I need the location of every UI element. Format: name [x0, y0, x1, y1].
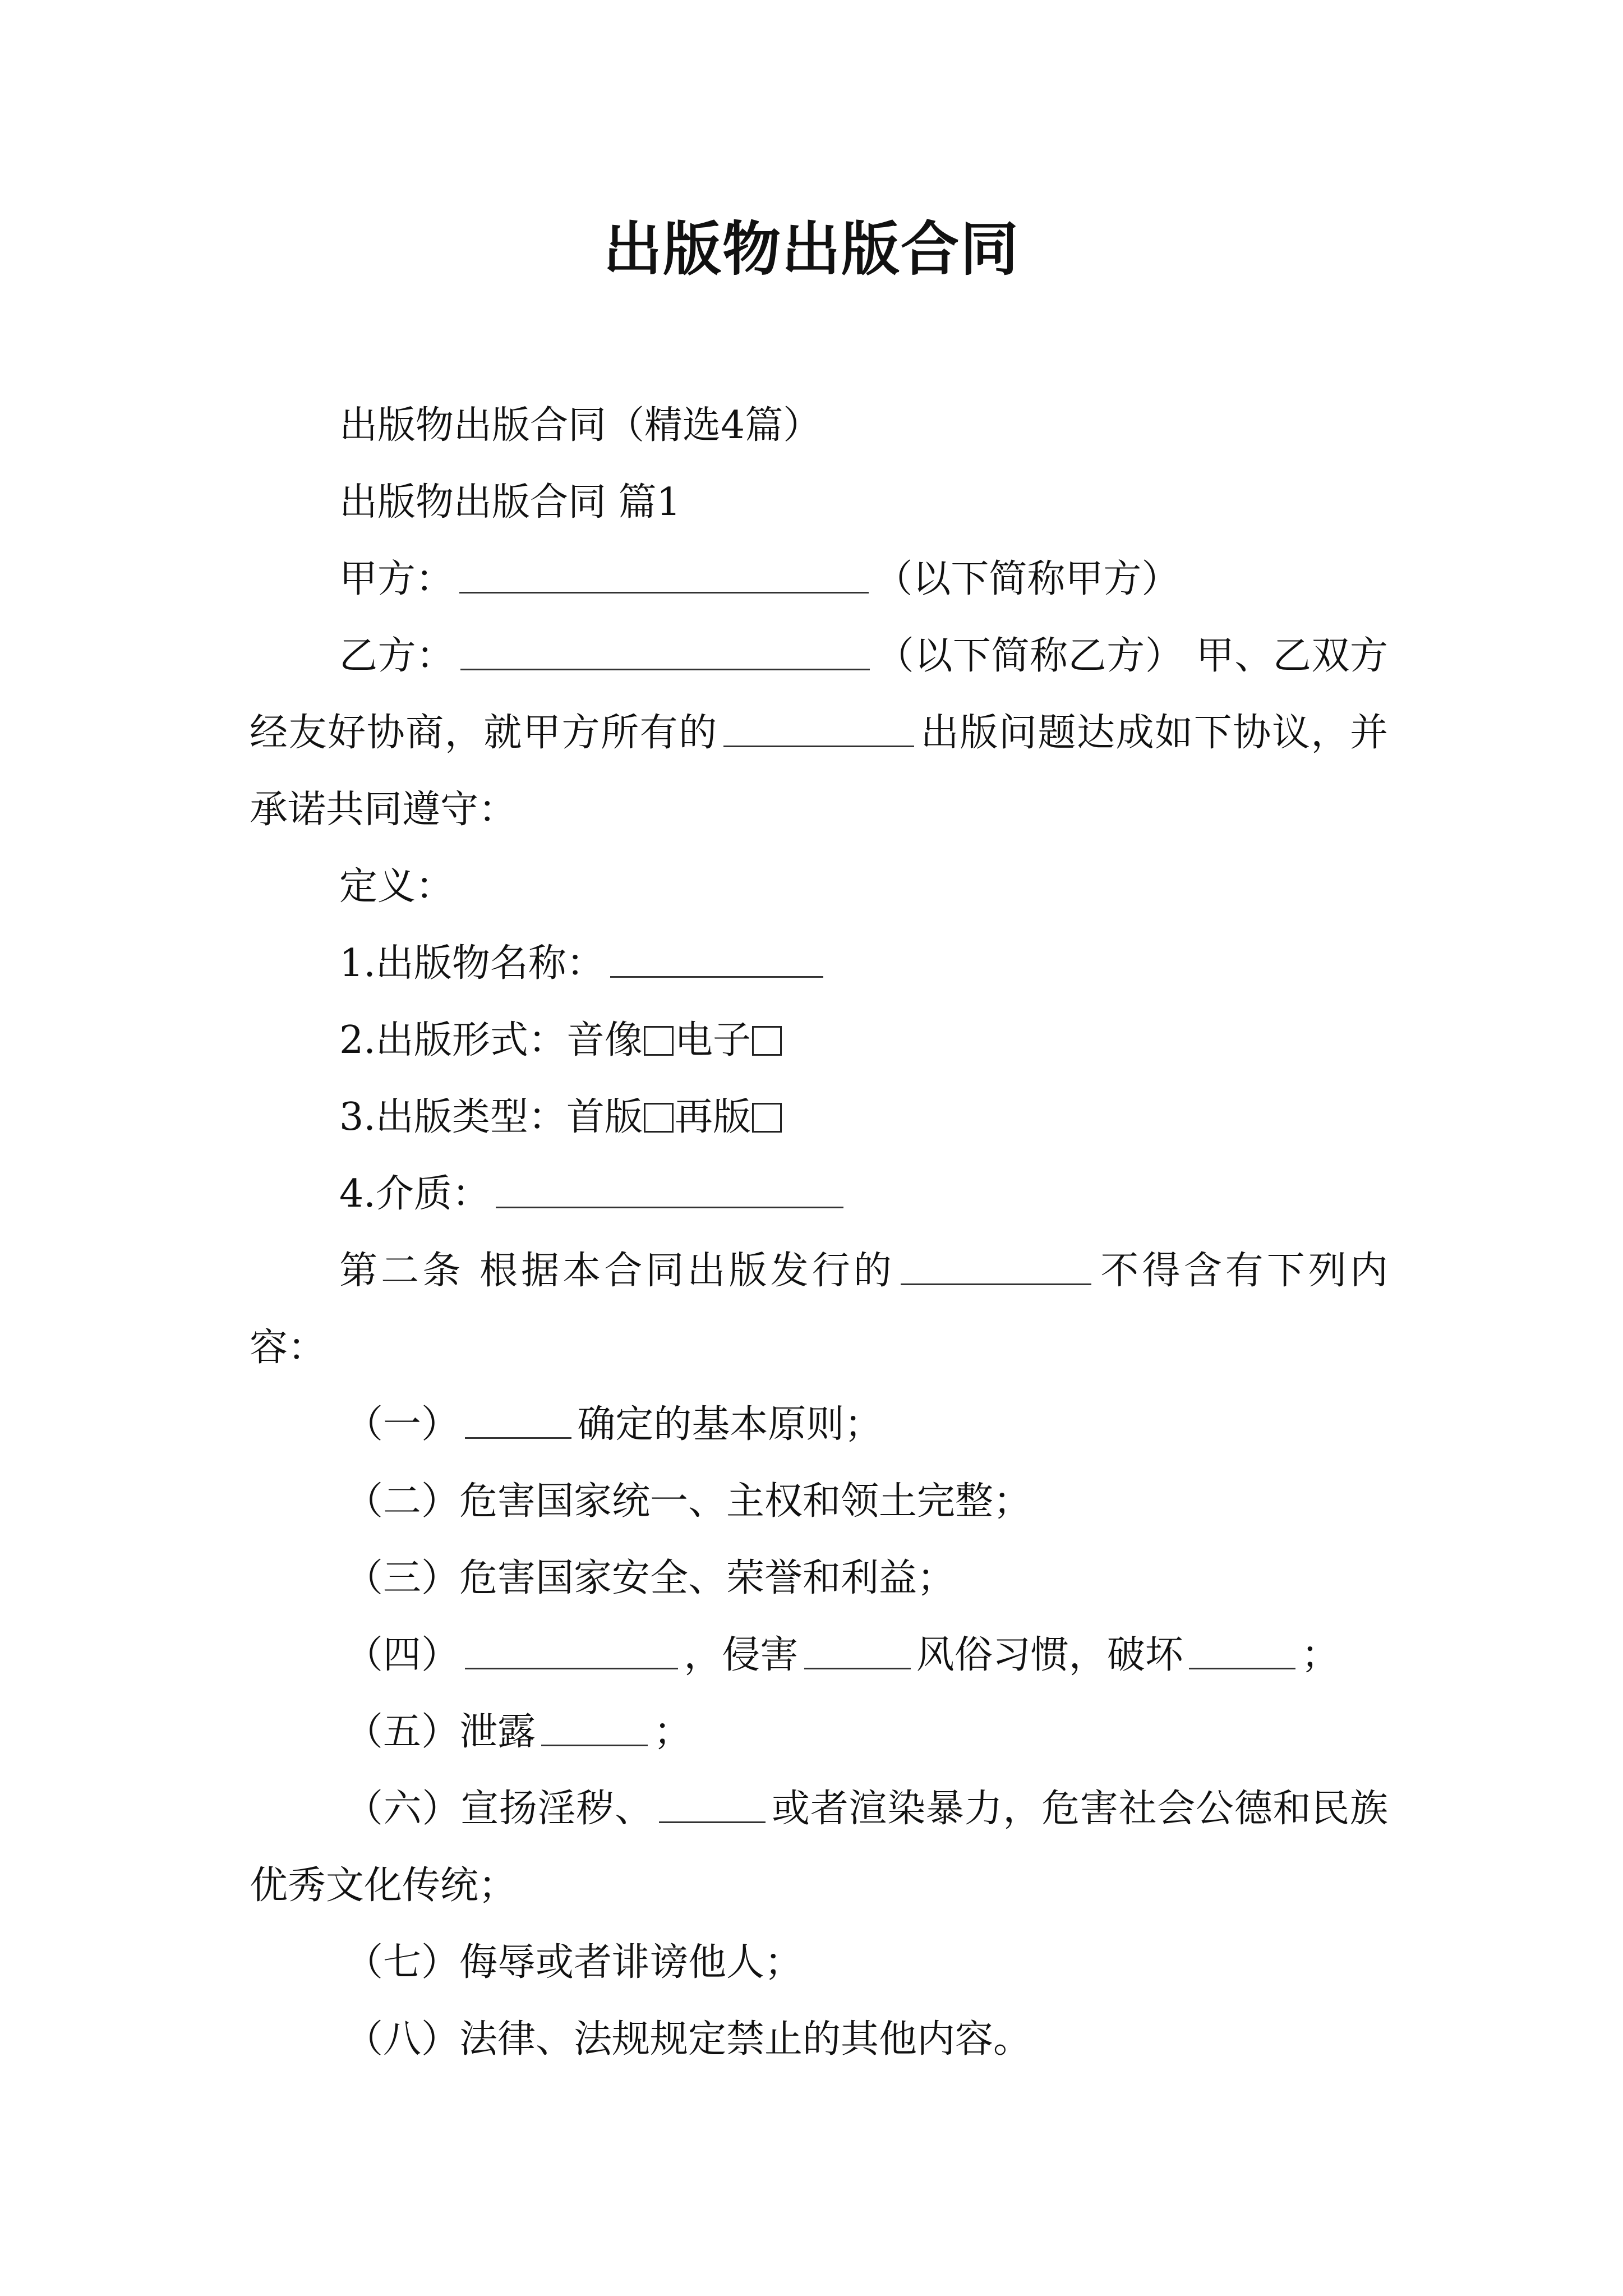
clause-2: （二）危害国家统一、主权和领土完整； [345, 1479, 1032, 1524]
article-2-before: 第二条 根据本合同出版发行的 [339, 1249, 895, 1293]
option-electronic-label: 电子 [675, 1018, 751, 1062]
clause-3: （三）危害国家安全、荣誉和利益； [345, 1556, 956, 1600]
party-b-blank[interactable] [460, 633, 870, 671]
item-form-label: 2.出版形式： [339, 1018, 566, 1062]
clause-4-mid1: ，侵害 [684, 1633, 799, 1677]
clause-5-prefix: （五）泄露 [345, 1710, 536, 1754]
section-heading: 出版物出版合同 篇1 [339, 480, 681, 524]
option-reprint-label: 再版 [675, 1095, 751, 1139]
article-2 [250, 1232, 1388, 1386]
clause-4-mid2: 风俗习惯，破坏 [916, 1633, 1183, 1677]
item-medium [250, 1156, 1388, 1232]
party-a-line [250, 541, 1388, 618]
item-type-label: 3.出版类型： [339, 1095, 566, 1139]
checkbox-audio[interactable] [644, 1026, 674, 1056]
party-b-suffix: （以下简称乙方） 甲、乙双方经友好协商，就甲方所有的 [250, 634, 1388, 755]
work-blank[interactable] [723, 710, 914, 748]
clause-5-end: ； [653, 1710, 692, 1754]
clause-4-end: ； [1301, 1633, 1340, 1677]
subtitle: 出版物出版合同（精选4篇） [339, 403, 822, 448]
clause-6-text: 或者渲染暴力，危害社会公德和民族优秀文化传统； [250, 1787, 1388, 1908]
party-b-after: 出版问题达成如下协议，并承诺共同遵守： [250, 711, 1388, 832]
document-body [250, 387, 1388, 2078]
clause-1 [250, 1386, 1388, 1463]
item-form [250, 1002, 1388, 1079]
clause-7: （七）侮辱或者诽谤他人； [345, 1940, 803, 1985]
clause-6 [250, 1770, 1388, 1924]
option-first-edition-label: 首版 [566, 1095, 643, 1139]
clause-4-blank-1[interactable] [465, 1632, 678, 1670]
article-2-blank[interactable] [901, 1248, 1091, 1286]
article-2-after: 不得含有下列内容： [250, 1249, 1388, 1370]
party-a-blank[interactable] [459, 556, 869, 594]
item-name-label: 1.出版物名称： [339, 941, 605, 986]
document-title: 出版物出版合同 [603, 214, 1020, 283]
checkbox-electronic[interactable] [752, 1026, 782, 1056]
item-type [250, 1079, 1388, 1156]
item-medium-blank[interactable] [496, 1171, 843, 1209]
item-name-blank[interactable] [610, 940, 823, 978]
item-name [250, 925, 1388, 1002]
party-b-label: 乙方： [339, 634, 455, 678]
checkbox-reprint[interactable] [752, 1103, 782, 1133]
clause-6-prefix: （六）宣扬淫秽、 [345, 1787, 653, 1831]
clause-5-blank[interactable] [541, 1709, 648, 1747]
item-medium-label: 4.介质： [339, 1172, 490, 1216]
party-a-label: 甲方： [339, 557, 454, 601]
party-b-paragraph [250, 618, 1388, 848]
clause-4-blank-2[interactable] [804, 1632, 911, 1670]
clause-1-prefix: （一） [345, 1402, 460, 1447]
checkbox-first-edition[interactable] [644, 1103, 674, 1133]
option-audio-label: 音像 [566, 1018, 643, 1062]
clause-1-text: 确定的基本原则； [577, 1402, 883, 1447]
party-a-suffix: （以下简称甲方） [874, 557, 1180, 601]
definition-heading: 定义： [339, 864, 454, 909]
clause-4-prefix: （四） [345, 1633, 460, 1677]
clause-4 [250, 1617, 1388, 1694]
clause-1-blank[interactable] [465, 1401, 571, 1439]
clause-8: （八）法律、法规规定禁止的其他内容。 [345, 2017, 1032, 2062]
clause-4-blank-3[interactable] [1189, 1632, 1295, 1670]
clause-6-blank[interactable] [659, 1786, 766, 1824]
clause-5 [250, 1694, 1388, 1770]
